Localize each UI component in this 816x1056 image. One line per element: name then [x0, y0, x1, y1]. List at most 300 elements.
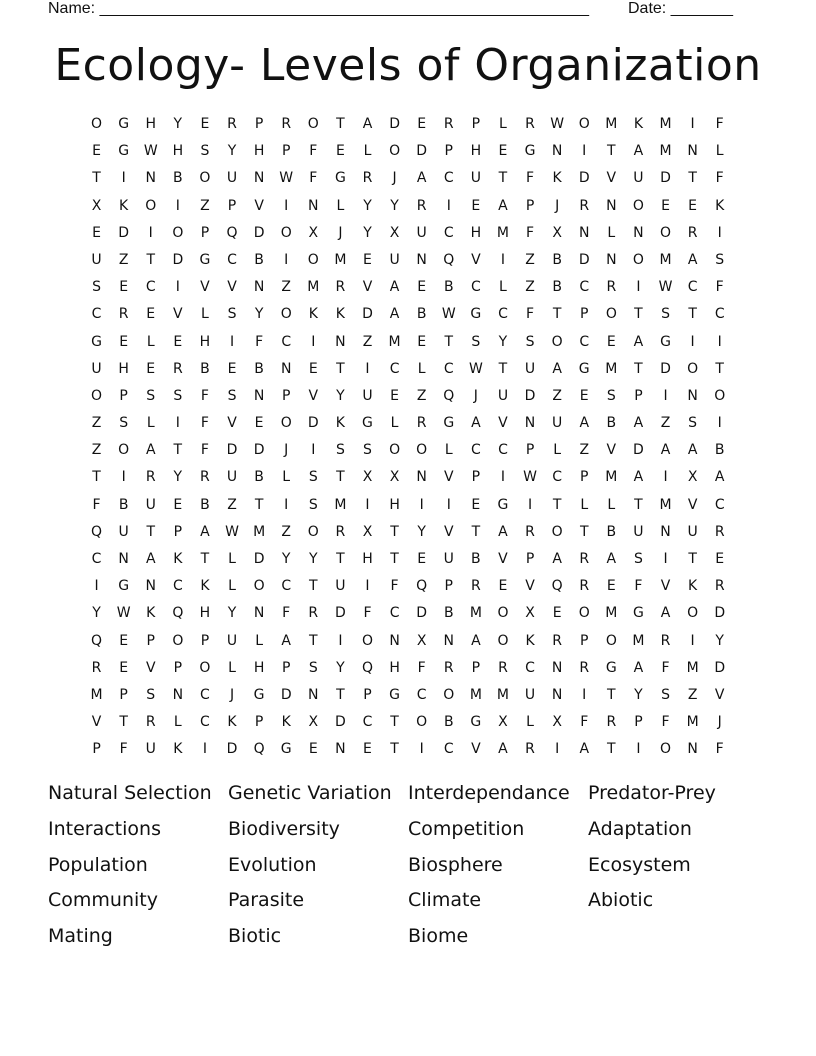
grid-letter: N — [253, 387, 265, 404]
grid-letter: C — [579, 333, 590, 350]
grid-letter: L — [173, 714, 182, 731]
grid-letter: S — [363, 442, 372, 459]
grid-letter: T — [498, 170, 508, 187]
grid-letter: Y — [417, 523, 426, 540]
grid-letter: D — [253, 551, 265, 567]
grid-letter: A — [633, 659, 644, 676]
grid-letter: E — [498, 143, 508, 160]
grid-letter: N — [687, 387, 698, 404]
grid-letter: H — [253, 143, 265, 160]
grid-letter: P — [254, 116, 264, 132]
grid-letter: U — [524, 360, 536, 377]
grid-row — [83, 413, 733, 440]
date-field-label[interactable]: Date: _______ — [628, 0, 733, 17]
grid-row — [83, 658, 733, 685]
grid-letter: N — [551, 686, 563, 703]
grid-letter: C — [579, 279, 590, 296]
grid-letter: D — [307, 415, 319, 432]
grid-letter: I — [636, 741, 641, 758]
grid-letter: B — [552, 251, 562, 268]
grid-letter: M — [605, 605, 618, 622]
grid-letter: G — [497, 496, 509, 513]
grid-letter: F — [715, 116, 724, 132]
word-bank-row — [48, 852, 768, 888]
grid-letter: C — [91, 306, 102, 323]
grid-letter: B — [200, 496, 210, 513]
grid-letter: E — [308, 360, 318, 377]
grid-letter: H — [145, 116, 156, 132]
grid-letter: X — [687, 469, 698, 486]
grid-letter: U — [145, 496, 156, 513]
grid-letter: T — [146, 523, 156, 540]
grid-letter: J — [473, 387, 478, 404]
grid-row — [83, 685, 733, 712]
grid-letter: I — [284, 496, 289, 513]
grid-letter: O — [145, 197, 157, 214]
grid-letter: Q — [443, 387, 455, 404]
grid-letter: N — [551, 143, 563, 160]
grid-letter: B — [471, 551, 481, 567]
grid-letter: T — [471, 523, 481, 540]
grid-letter: M — [659, 116, 672, 132]
grid-letter: F — [634, 578, 643, 595]
grid-letter: A — [362, 116, 373, 132]
grid-letter: S — [525, 333, 535, 350]
grid-letter: R — [91, 659, 102, 676]
grid-letter: I — [527, 496, 533, 513]
grid-letter: O — [632, 197, 644, 214]
word-bank-item: Interactions — [48, 817, 161, 840]
grid-letter: T — [552, 306, 562, 323]
grid-letter: E — [119, 659, 129, 676]
grid-letter: Q — [253, 741, 265, 758]
grid-letter: P — [634, 387, 643, 404]
grid-letter: Y — [363, 197, 372, 214]
grid-letter: V — [145, 659, 156, 676]
grid-letter: I — [94, 578, 99, 595]
grid-letter: S — [335, 442, 345, 459]
grid-letter: A — [471, 415, 481, 432]
grid-letter: R — [498, 659, 508, 676]
grid-letter: R — [200, 469, 210, 486]
grid-letter: S — [606, 387, 616, 404]
grid-letter: W — [550, 116, 565, 132]
grid-letter: C — [525, 659, 535, 676]
grid-letter: L — [228, 551, 236, 567]
grid-letter: N — [280, 360, 292, 377]
grid-letter: D — [660, 360, 671, 377]
grid-letter: G — [91, 333, 102, 350]
grid-letter: S — [92, 279, 101, 296]
grid-letter: D — [335, 714, 346, 731]
grid-letter: K — [227, 714, 237, 731]
grid-letter: R — [525, 741, 535, 758]
grid-letter: F — [200, 387, 209, 404]
grid-letter: X — [308, 224, 319, 241]
grid-letter: H — [172, 143, 184, 160]
grid-letter: P — [173, 523, 183, 540]
grid-letter: A — [552, 360, 562, 377]
grid-letter: Z — [362, 333, 373, 350]
grid-letter: W — [658, 279, 673, 296]
grid-letter: I — [175, 279, 180, 296]
grid-letter: T — [634, 306, 643, 323]
grid-letter: F — [309, 143, 318, 160]
grid-letter: V — [687, 496, 698, 513]
grid-letter: T — [119, 714, 128, 731]
grid-letter: C — [498, 306, 508, 323]
grid-letter: F — [661, 714, 670, 731]
grid-letter: J — [717, 714, 722, 731]
grid-letter: C — [362, 714, 373, 731]
grid-letter: U — [416, 224, 427, 241]
grid-letter: Z — [281, 523, 291, 540]
grid-letter: T — [688, 306, 697, 323]
grid-letter: B — [254, 360, 264, 377]
word-bank-row — [48, 887, 768, 923]
grid-letter: N — [606, 251, 617, 268]
grid-letter: A — [660, 442, 671, 459]
grid-letter: I — [284, 251, 289, 268]
grid-letter: T — [607, 741, 616, 758]
grid-letter: R — [525, 523, 535, 540]
grid-letter: F — [526, 306, 535, 323]
grid-letter: A — [633, 333, 644, 350]
grid-letter: L — [499, 279, 507, 296]
grid-letter: I — [717, 415, 722, 432]
grid-letter: I — [365, 578, 370, 595]
grid-letter: E — [254, 415, 264, 432]
grid-letter: I — [419, 741, 424, 758]
grid-letter: G — [660, 333, 671, 350]
grid-letter: A — [552, 551, 562, 567]
grid-letter: L — [146, 415, 155, 432]
grid-letter: N — [308, 686, 319, 703]
word-bank-item: Biome — [408, 925, 469, 948]
grid-letter: P — [146, 632, 155, 649]
grid-letter: U — [91, 251, 102, 268]
word-bank-item: Parasite — [228, 889, 305, 912]
grid-letter: P — [580, 632, 589, 649]
grid-letter: Z — [579, 442, 590, 459]
grid-letter: F — [119, 741, 128, 758]
grid-letter: T — [336, 116, 345, 132]
grid-letter: A — [633, 469, 644, 486]
grid-letter: G — [199, 251, 211, 268]
grid-letter: T — [336, 360, 345, 377]
grid-letter: Q — [172, 605, 184, 622]
grid-letter: V — [173, 306, 183, 323]
grid-letter: D — [118, 224, 130, 241]
grid-letter: C — [714, 306, 725, 323]
grid-letter: G — [362, 415, 373, 432]
grid-letter: F — [200, 415, 209, 432]
grid-letter: D — [714, 659, 726, 676]
grid-letter: U — [145, 741, 156, 758]
grid-letter: X — [362, 469, 373, 486]
grid-letter: M — [605, 469, 618, 486]
grid-letter: L — [499, 116, 507, 132]
grid-letter: N — [253, 605, 265, 622]
grid-letter: C — [470, 279, 481, 296]
name-field-label[interactable]: Name: _______________________________________________________ — [48, 0, 589, 17]
grid-row — [83, 359, 733, 386]
grid-letter: O — [687, 360, 699, 377]
grid-letter: B — [254, 469, 264, 486]
grid-letter: F — [92, 496, 101, 513]
grid-letter: U — [470, 170, 481, 187]
grid-letter: Z — [200, 197, 210, 214]
grid-letter: T — [688, 170, 697, 187]
grid-letter: Z — [687, 686, 698, 703]
grid-letter: U — [91, 360, 102, 377]
grid-letter: R — [687, 224, 698, 241]
grid-letter: F — [255, 333, 264, 350]
grid-letter: O — [551, 333, 563, 350]
grid-letter: L — [228, 578, 236, 595]
grid-letter: G — [334, 170, 346, 187]
grid-letter: E — [92, 224, 101, 241]
grid-letter: O — [416, 714, 428, 731]
grid-letter: E — [363, 251, 372, 268]
grid-letter: G — [605, 659, 617, 676]
grid-letter: E — [119, 632, 129, 649]
grid-letter: T — [607, 143, 616, 160]
grid-letter: L — [146, 333, 155, 350]
grid-letter: M — [632, 632, 645, 649]
word-bank-item: Genetic Variation — [228, 782, 392, 804]
grid-letter: B — [714, 442, 725, 459]
grid-letter: X — [362, 523, 373, 540]
grid-letter: Y — [254, 306, 264, 323]
grid-letter: W — [143, 143, 158, 160]
grid-letter: M — [605, 360, 618, 377]
grid-letter: Q — [416, 578, 428, 595]
grid-letter: I — [555, 741, 560, 758]
grid-letter: X — [552, 224, 562, 241]
grid-letter: Q — [361, 659, 373, 676]
grid-letter: T — [254, 496, 264, 513]
grid-letter: P — [119, 686, 128, 703]
grid-letter: A — [498, 741, 508, 758]
grid-letter: G — [389, 686, 400, 703]
grid-letter: X — [525, 605, 535, 622]
grid-letter: T — [390, 741, 399, 758]
grid-letter: Z — [416, 387, 427, 404]
grid-letter: Y — [227, 143, 237, 160]
grid-letter: G — [632, 605, 644, 622]
grid-row — [83, 495, 733, 522]
grid-letter: V — [227, 279, 237, 296]
word-bank-row — [48, 780, 768, 816]
grid-letter: T — [92, 469, 101, 486]
word-bank-item: Population — [48, 853, 148, 876]
grid-letter: T — [146, 251, 156, 268]
grid-letter: M — [659, 143, 672, 160]
grid-row — [83, 739, 733, 766]
grid-letter: B — [443, 714, 454, 731]
grid-letter: W — [523, 469, 537, 486]
grid-letter: F — [309, 170, 318, 187]
grid-letter: O — [497, 605, 509, 622]
grid-letter: U — [524, 686, 536, 703]
grid-letter: H — [470, 143, 482, 160]
grid-letter: S — [661, 306, 670, 323]
grid-letter: O — [443, 686, 455, 703]
grid-letter: H — [389, 659, 400, 676]
grid-letter: A — [389, 306, 400, 323]
grid-letter: W — [116, 605, 131, 622]
grid-letter: Z — [552, 387, 562, 404]
grid-letter: K — [335, 306, 345, 323]
grid-letter: O — [91, 387, 103, 404]
grid-letter: O — [714, 387, 726, 404]
grid-letter: O — [307, 251, 319, 268]
grid-letter: I — [663, 387, 668, 404]
grid-letter: P — [471, 659, 481, 676]
grid-letter: M — [253, 523, 266, 540]
grid-letter: F — [363, 605, 372, 622]
grid-letter: R — [579, 578, 590, 595]
grid-letter: C — [470, 442, 481, 459]
grid-letter: V — [498, 415, 508, 432]
word-bank-item: Adaptation — [588, 817, 692, 840]
word-bank-row — [48, 816, 768, 852]
grid-letter: T — [715, 360, 724, 377]
grid-letter: G — [470, 714, 482, 731]
grid-letter: C — [145, 279, 156, 296]
grid-letter: D — [253, 442, 265, 459]
grid-letter: F — [715, 741, 724, 758]
grid-letter: H — [362, 551, 373, 567]
grid-letter: B — [606, 523, 617, 540]
grid-letter: C — [389, 360, 400, 377]
grid-letter: Q — [226, 224, 238, 241]
grid-letter: L — [390, 415, 399, 432]
grid-letter: T — [336, 469, 345, 486]
grid-letter: Q — [91, 523, 103, 540]
grid-letter: I — [121, 469, 126, 486]
grid-letter: P — [281, 387, 291, 404]
grid-letter: S — [715, 251, 725, 268]
grid-letter: E — [661, 197, 670, 214]
grid-letter: N — [253, 279, 265, 296]
grid-letter: B — [552, 279, 562, 296]
grid-letter: O — [551, 523, 563, 540]
grid-letter: R — [714, 523, 725, 540]
grid-letter: W — [468, 360, 483, 377]
grid-letter: R — [525, 116, 535, 132]
word-bank-item: Biosphere — [408, 853, 503, 876]
grid-letter: D — [578, 251, 590, 268]
grid-row — [83, 603, 733, 630]
grid-letter: G — [118, 116, 130, 132]
grid-letter: O — [660, 741, 672, 758]
grid-letter: A — [633, 143, 644, 160]
grid-letter: V — [606, 442, 617, 459]
grid-letter: U — [687, 523, 698, 540]
grid-letter: S — [227, 306, 237, 323]
grid-letter: V — [443, 523, 454, 540]
grid-letter: E — [417, 116, 427, 132]
grid-letter: Z — [660, 415, 671, 432]
grid-letter: F — [526, 170, 535, 187]
grid-letter: K — [146, 605, 156, 622]
grid-row — [83, 141, 733, 168]
grid-letter: C — [443, 360, 454, 377]
grid-letter: R — [443, 116, 454, 132]
grid-letter: I — [663, 551, 668, 567]
grid-letter: L — [228, 659, 236, 676]
grid-letter: R — [579, 197, 590, 214]
grid-letter: L — [255, 632, 264, 649]
grid-letter: L — [715, 143, 724, 160]
grid-letter: X — [416, 632, 427, 649]
grid-letter: O — [605, 306, 617, 323]
grid-letter: S — [661, 686, 670, 703]
grid-letter: U — [226, 170, 238, 187]
grid-letter: C — [200, 714, 210, 731]
grid-letter: V — [200, 279, 210, 296]
grid-letter: K — [119, 197, 129, 214]
grid-letter: L — [363, 143, 372, 160]
grid-letter: T — [336, 551, 345, 567]
grid-letter: M — [659, 496, 672, 513]
grid-letter: T — [309, 578, 318, 595]
grid-letter: L — [417, 360, 426, 377]
grid-letter: B — [254, 251, 264, 268]
grid-letter: S — [173, 387, 183, 404]
grid-letter: P — [281, 659, 291, 676]
grid-letter: V — [606, 170, 617, 187]
grid-letter: R — [335, 523, 346, 540]
grid-letter: I — [690, 333, 695, 350]
grid-letter: U — [497, 387, 509, 404]
grid-letter: P — [200, 224, 210, 241]
grid-letter: O — [199, 170, 211, 187]
grid-letter: X — [552, 714, 562, 731]
grid-letter: S — [633, 551, 643, 567]
grid-letter: L — [526, 714, 534, 731]
grid-letter: K — [633, 116, 644, 132]
grid-letter: E — [92, 143, 101, 160]
grid-letter: O — [172, 224, 184, 241]
grid-letter: P — [471, 116, 481, 132]
grid-letter: H — [470, 224, 482, 241]
grid-letter: C — [389, 605, 400, 622]
grid-letter: C — [416, 686, 427, 703]
grid-row — [83, 114, 733, 141]
grid-letter: A — [714, 469, 725, 486]
grid-letter: U — [362, 387, 373, 404]
grid-letter: E — [417, 279, 427, 296]
grid-letter: A — [145, 551, 156, 567]
grid-letter: R — [335, 279, 346, 296]
grid-letter: G — [280, 741, 292, 758]
grid-letter: N — [308, 197, 319, 214]
grid-letter: M — [388, 333, 401, 350]
grid-letter: T — [390, 714, 399, 731]
grid-letter: I — [202, 741, 207, 758]
grid-letter: A — [633, 415, 644, 432]
grid-letter: E — [200, 116, 210, 132]
grid-letter: D — [335, 605, 346, 622]
grid-letter: E — [363, 741, 372, 758]
grid-letter: D — [172, 251, 184, 268]
grid-letter: Y — [309, 551, 318, 567]
grid-letter: N — [118, 551, 129, 567]
grid-letter: T — [634, 360, 643, 377]
